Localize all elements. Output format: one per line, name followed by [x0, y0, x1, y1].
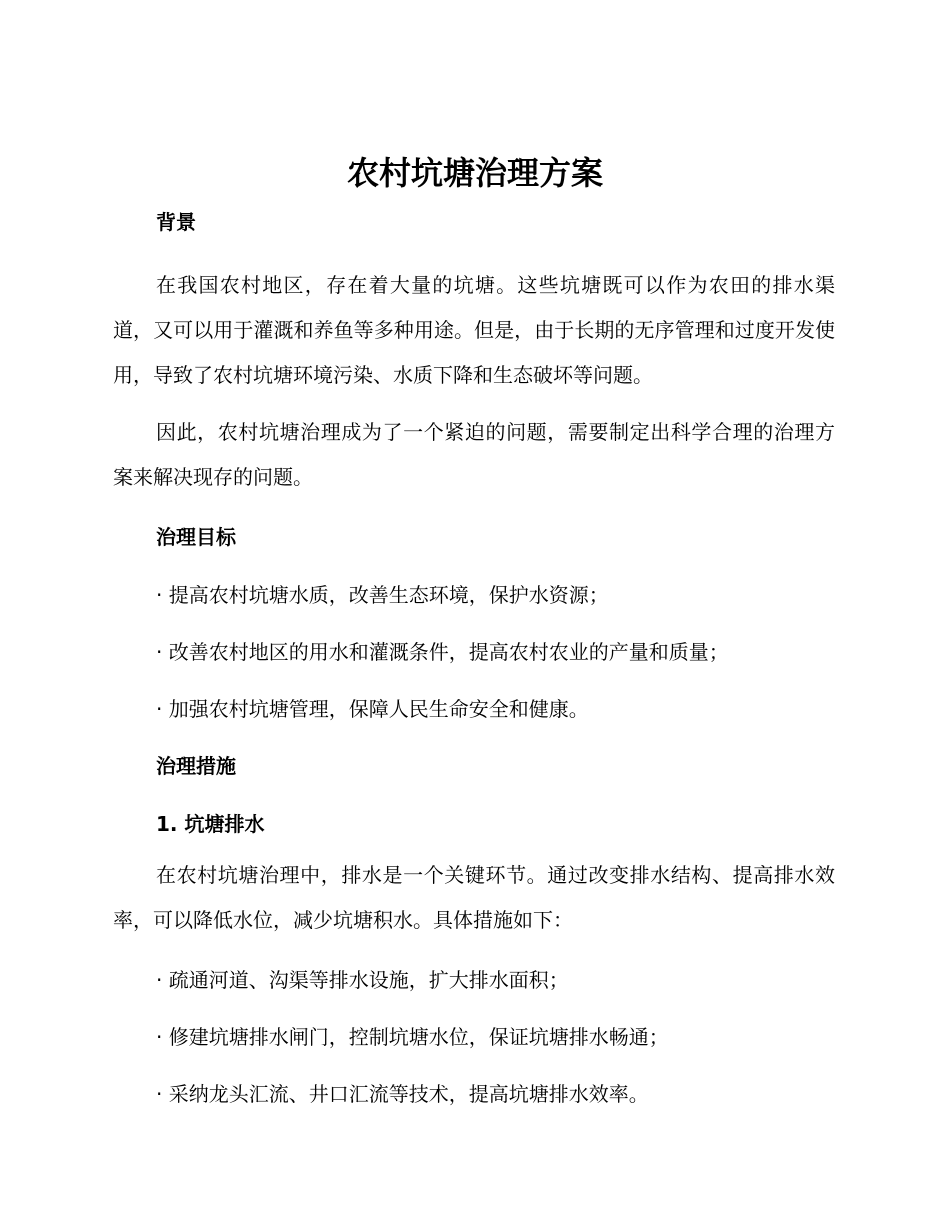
- goal-item-2: · 改善农村地区的用水和灌溉条件，提高农村农业的产量和质量；: [156, 640, 729, 664]
- section-heading-background: 背景: [156, 210, 196, 234]
- section-heading-goals: 治理目标: [156, 525, 236, 549]
- background-paragraph-1: 在我国农村地区，存在着大量的坑塘。这些坑塘既可以作为农田的排水渠道，又可以用于灌溉和养鱼等多种用途。但是，由于长期的无序管理和过度开发使用，导致了农村坑塘环境污染、水质下降和生态破坏等问题。: [113, 273, 835, 387]
- drainage-item-3: · 采纳龙头汇流、井口汇流等技术，提高坑塘排水效率。: [156, 1082, 649, 1106]
- goal-item-3: · 加强农村坑塘管理，保障人民生命安全和健康。: [156, 697, 589, 721]
- document-body: [113, 205, 835, 1134]
- drainage-paragraph: 在农村坑塘治理中，排水是一个关键环节。通过改变排水结构、提高排水效率，可以降低水位，减少坑塘积水。具体措施如下：: [113, 863, 835, 932]
- subsection-heading-drainage: 1. 坑塘排水: [156, 812, 265, 836]
- drainage-item-1: · 疏通河道、沟渠等排水设施，扩大排水面积；: [156, 968, 569, 992]
- background-paragraph-2: 因此，农村坑塘治理成为了一个紧迫的问题，需要制定出科学合理的治理方案来解决现存的问题。: [113, 420, 835, 489]
- goal-item-1: · 提高农村坑塘水质，改善生态环境，保护水资源；: [156, 583, 609, 607]
- drainage-item-2: · 修建坑塘排水闸门，控制坑塘水位，保证坑塘排水畅通；: [156, 1025, 669, 1049]
- document-title: 农村坑塘治理方案: [346, 154, 603, 192]
- section-heading-measures: 治理措施: [156, 754, 236, 778]
